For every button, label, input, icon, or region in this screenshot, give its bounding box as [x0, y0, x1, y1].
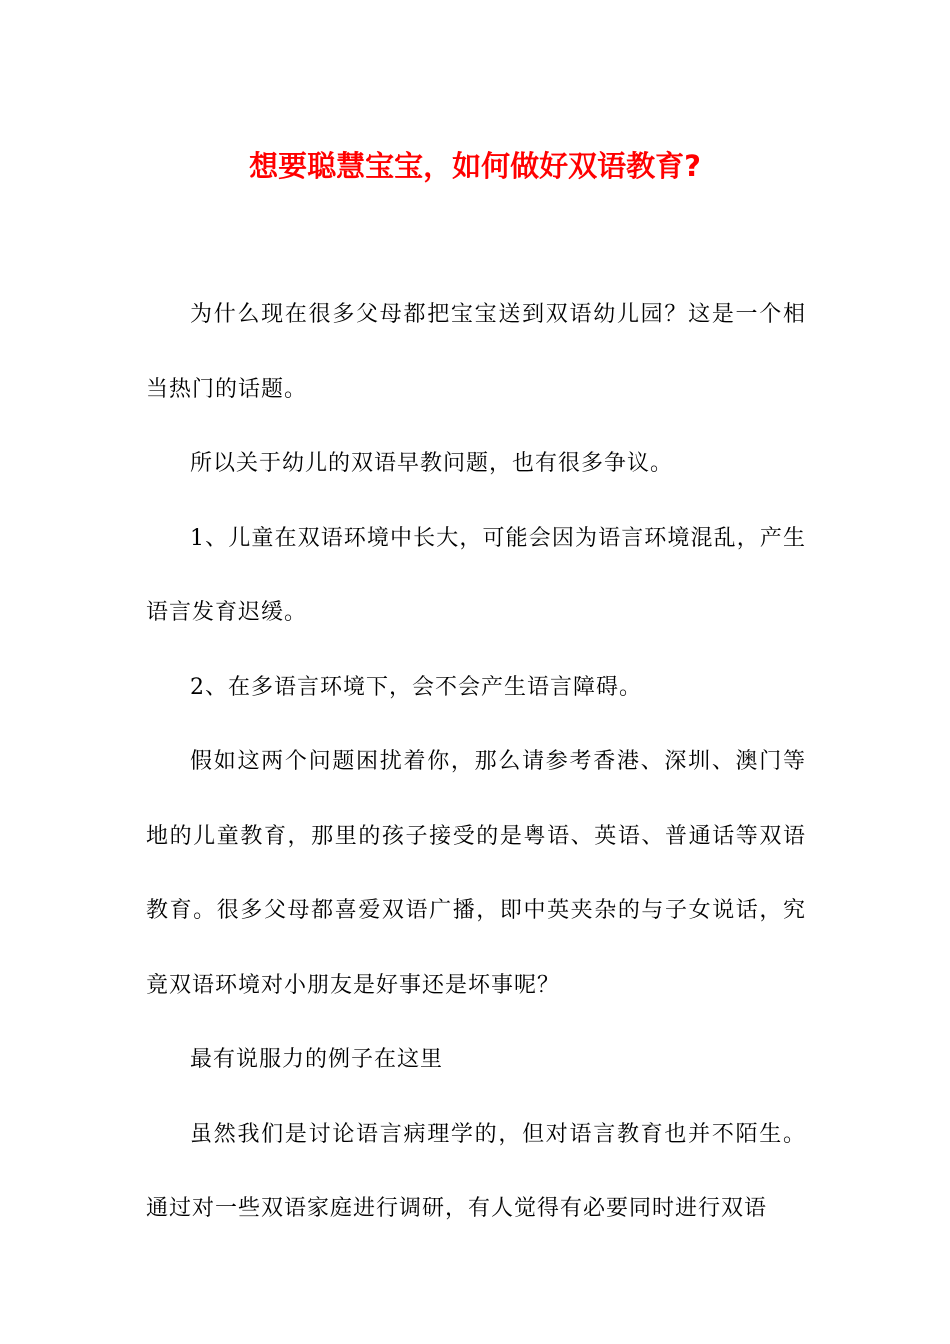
document-body [146, 278, 806, 1247]
paragraph-3: 1、儿童在双语环境中长大，可能会因为语言环境混乱，产生语言发育迟缓。 [146, 525, 806, 625]
paragraph-6: 最有说服力的例子在这里 [190, 1047, 444, 1072]
document-title: 想要聪慧宝宝，如何做好双语教育? [249, 149, 701, 183]
paragraph-1: 为什么现在很多父母都把宝宝送到双语幼儿园？这是一个相当热门的话题。 [146, 302, 806, 402]
paragraph-4: 2、在多语言环境下，会不会产生语言障碍。 [190, 674, 642, 700]
paragraph-7: 虽然我们是讨论语言病理学的，但对语言教育也并不陌生。通过对一些双语家庭进行调研，有人觉得有必要同时进行双语 [146, 1121, 806, 1221]
paragraph-5: 假如这两个问题困扰着你，那么请参考香港、深圳、澳门等地的儿童教育，那里的孩子接受的是粤语、英语、普通话等双语教育。很多父母都喜爱双语广播，即中英夹杂的与子女说话，究竟双语环境对小朋友是好事还是坏事呢？ [146, 749, 806, 998]
paragraph-2: 所以关于幼儿的双语早教问题，也有很多争议。 [190, 451, 674, 476]
